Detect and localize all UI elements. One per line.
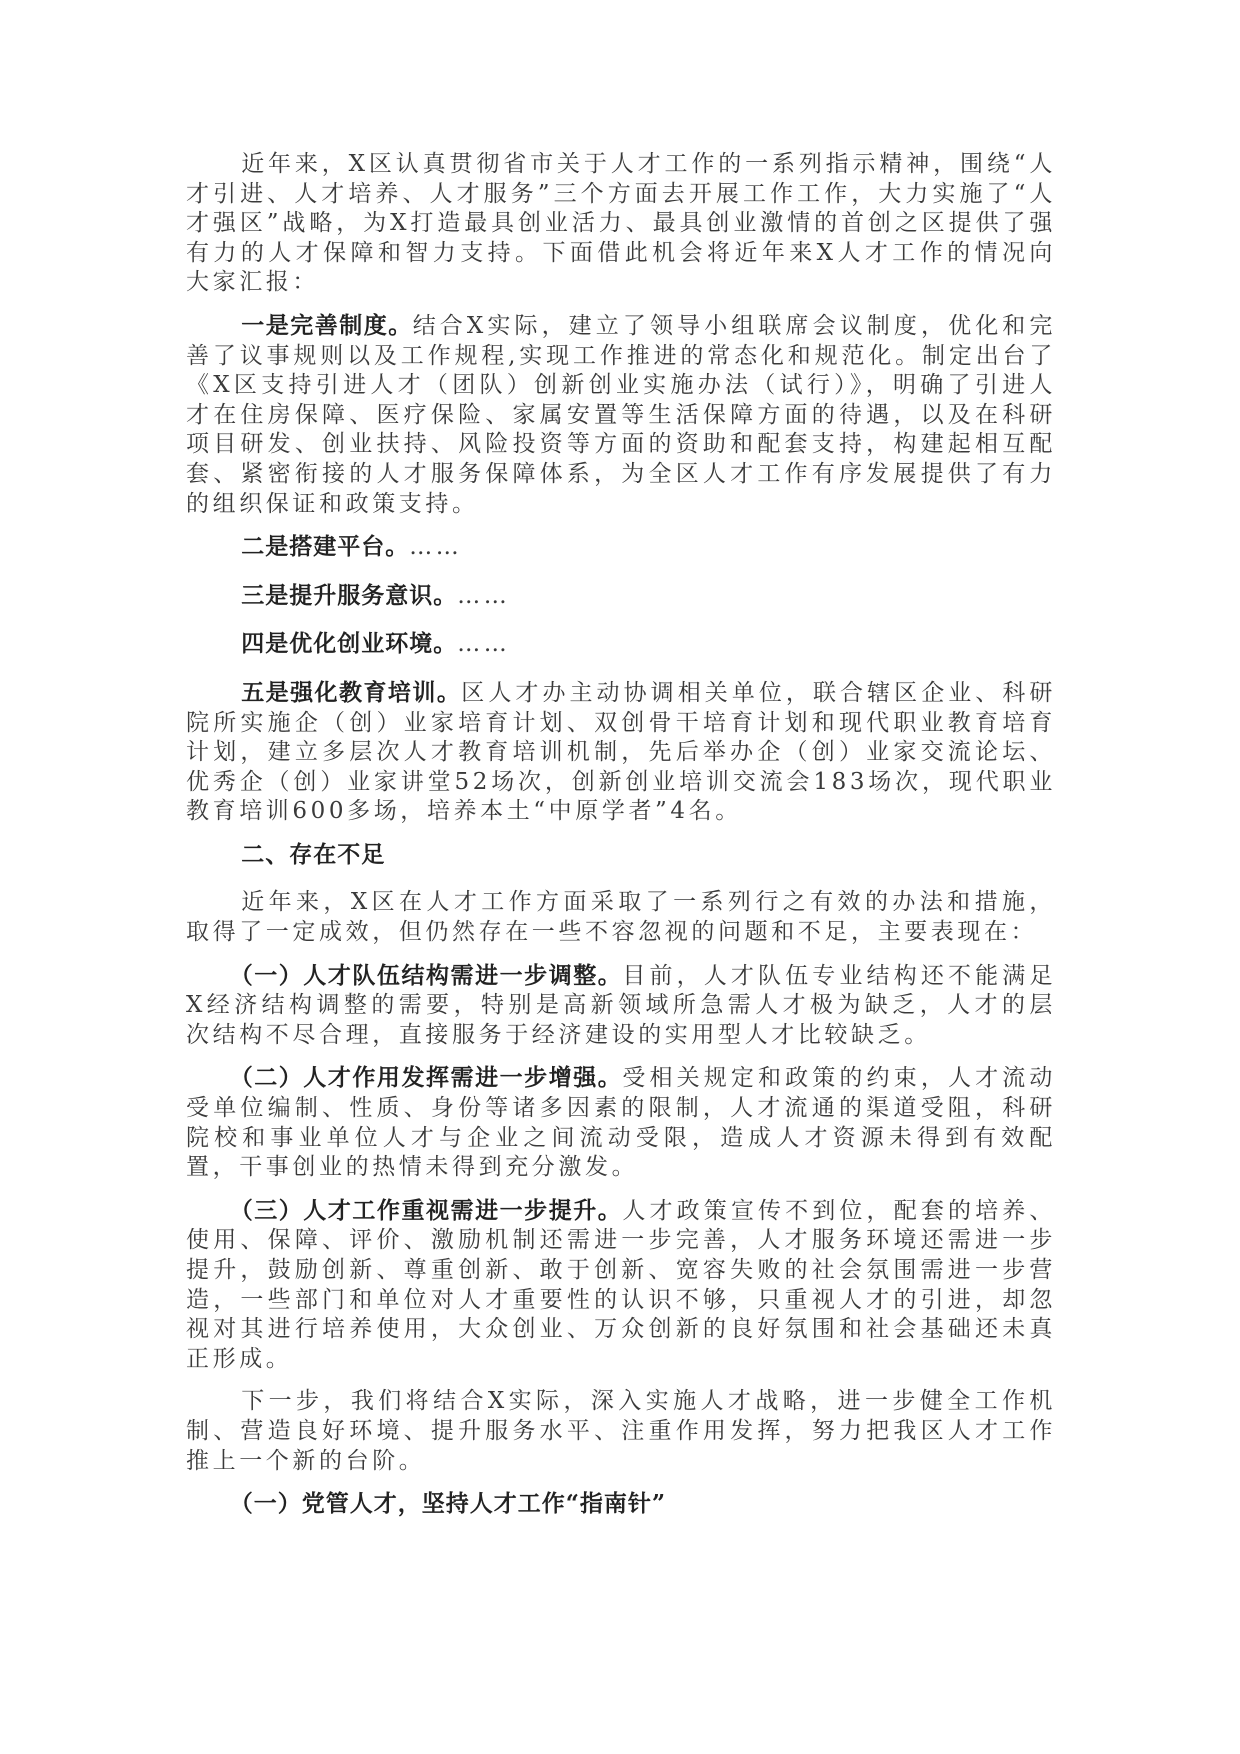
- document-page: [186, 150, 1056, 1533]
- measure-4-paragraph: [186, 629, 1056, 660]
- issue-1-paragraph: [186, 961, 1056, 1051]
- paragraph-lead: 一是完善制度。: [241, 311, 413, 339]
- paragraph-text: 受相关规定和政策的约束，人才流动受单位编制、性质、身份等诸多因素的限制，人才流通的渠道受阻，科研院校和事业单位人才与企业之间流动受限，造成人才资源未得到有效配置，干事创业的热情未得到充分激发。: [186, 1065, 1056, 1181]
- intro-paragraph: [186, 150, 1056, 298]
- paragraph-lead: （三）人才工作重视需进一步提升。: [229, 1196, 623, 1224]
- issue-2-paragraph: [186, 1063, 1056, 1182]
- paragraph-text: 结合X实际，建立了领导小组联席会议制度，优化和完善了议事规则以及工作规程,实现工作推进的常态化和规范化。制定出台了《X区支持引进人才（团队）创新创业实施办法（试行）》，明确了引进人才在住房保障、医疗保险、家属安置等生活保障方面的待遇，以及在科研项目研发、创业扶持、风险投资等方面的资助和配套支持，构建起相互配套、紧密衔接的人才服务保障体系，为全区人才工作有序发展提供了有力的组织保证和政策支持。: [186, 312, 1057, 517]
- paragraph-lead: 三是提升服务意识。: [241, 581, 458, 609]
- paragraph-text: 人才政策宣传不到位，配套的培养、使用、保障、评价、激励机制还需进一步完善，人才服务环境还需进一步提升，鼓励创新、尊重创新、敢于创新、宽容失败的社会氛围需进一步营造，一些部门和单位对人才重要性的认识不够，只重视人才的引进，却忽视对其进行培养使用，大众创业、万众创新的良好氛围和社会基础还未真正形成。: [186, 1197, 1056, 1372]
- measure-5-paragraph: [186, 678, 1056, 827]
- subsection-heading-party-talent: [186, 1489, 1056, 1520]
- next-steps-paragraph: [186, 1387, 1056, 1476]
- paragraph-lead: 四是优化创业环境。: [241, 630, 458, 658]
- section-heading-text: 二、存在不足: [241, 840, 386, 868]
- paragraph-text: ……: [409, 534, 463, 561]
- paragraph-lead: 五是强化教育培训。: [241, 678, 462, 706]
- measure-3-paragraph: [186, 581, 1056, 612]
- subsection-heading-text: （一）党管人才，坚持人才工作“指南针”: [229, 1490, 667, 1518]
- paragraph-lead: 二是搭建平台。: [241, 533, 410, 561]
- paragraph-text: 近年来，X区认真贯彻省市关于人才工作的一系列指示精神，围绕“人才引进、人才培养、人才服务”三个方面去开展工作工作，大力实施了“人才强区”战略，为X打造最具创业活力、最具创业激情的首创之区提供了强有力的人才保障和智力支持。下面借此机会将近年来X人才工作的情况向大家汇报：: [186, 151, 1056, 296]
- paragraph-text: 近年来，X区在人才工作方面采取了一系列行之有效的办法和措施，取得了一定成效，但仍然存在一些不容忽视的问题和不足，主要表现在：: [186, 889, 1056, 946]
- paragraph-text: 目前，人才队伍专业结构还不能满足X经济结构调整的需要，特别是高新领域所急需人才极为缺乏，人才的层次结构不尽合理，直接服务于经济建设的实用型人才比较缺乏。: [186, 962, 1056, 1048]
- measure-1-paragraph: [186, 311, 1056, 519]
- shortcomings-intro-paragraph: [186, 888, 1056, 947]
- paragraph-text: 区人才办主动协调相关单位，联合辖区企业、科研院所实施企（创）业家培育计划、双创骨干培育计划和现代职业教育培育计划，建立多层次人才教育培训机制，先后举办企（创）业家交流论坛、优秀企（创）业家讲堂52场次，创新创业培训交流会183场次，现代职业教育培训600多场，培养本土“中原学者”4名。: [186, 679, 1057, 825]
- paragraph-text: 下一步，我们将结合X实际，深入实施人才战略，进一步健全工作机制、营造良好环境、提升服务水平、注重作用发挥，努力把我区人才工作推上一个新的台阶。: [186, 1388, 1056, 1474]
- paragraph-text: ……: [457, 582, 511, 609]
- issue-3-paragraph: [186, 1196, 1056, 1375]
- paragraph-text: ……: [457, 631, 511, 658]
- paragraph-lead: （一）人才队伍结构需进一步调整。: [229, 961, 623, 989]
- paragraph-lead: （二）人才作用发挥需进一步增强。: [229, 1064, 623, 1092]
- measure-2-paragraph: [186, 532, 1056, 563]
- section-heading-shortcomings: [186, 840, 1056, 871]
